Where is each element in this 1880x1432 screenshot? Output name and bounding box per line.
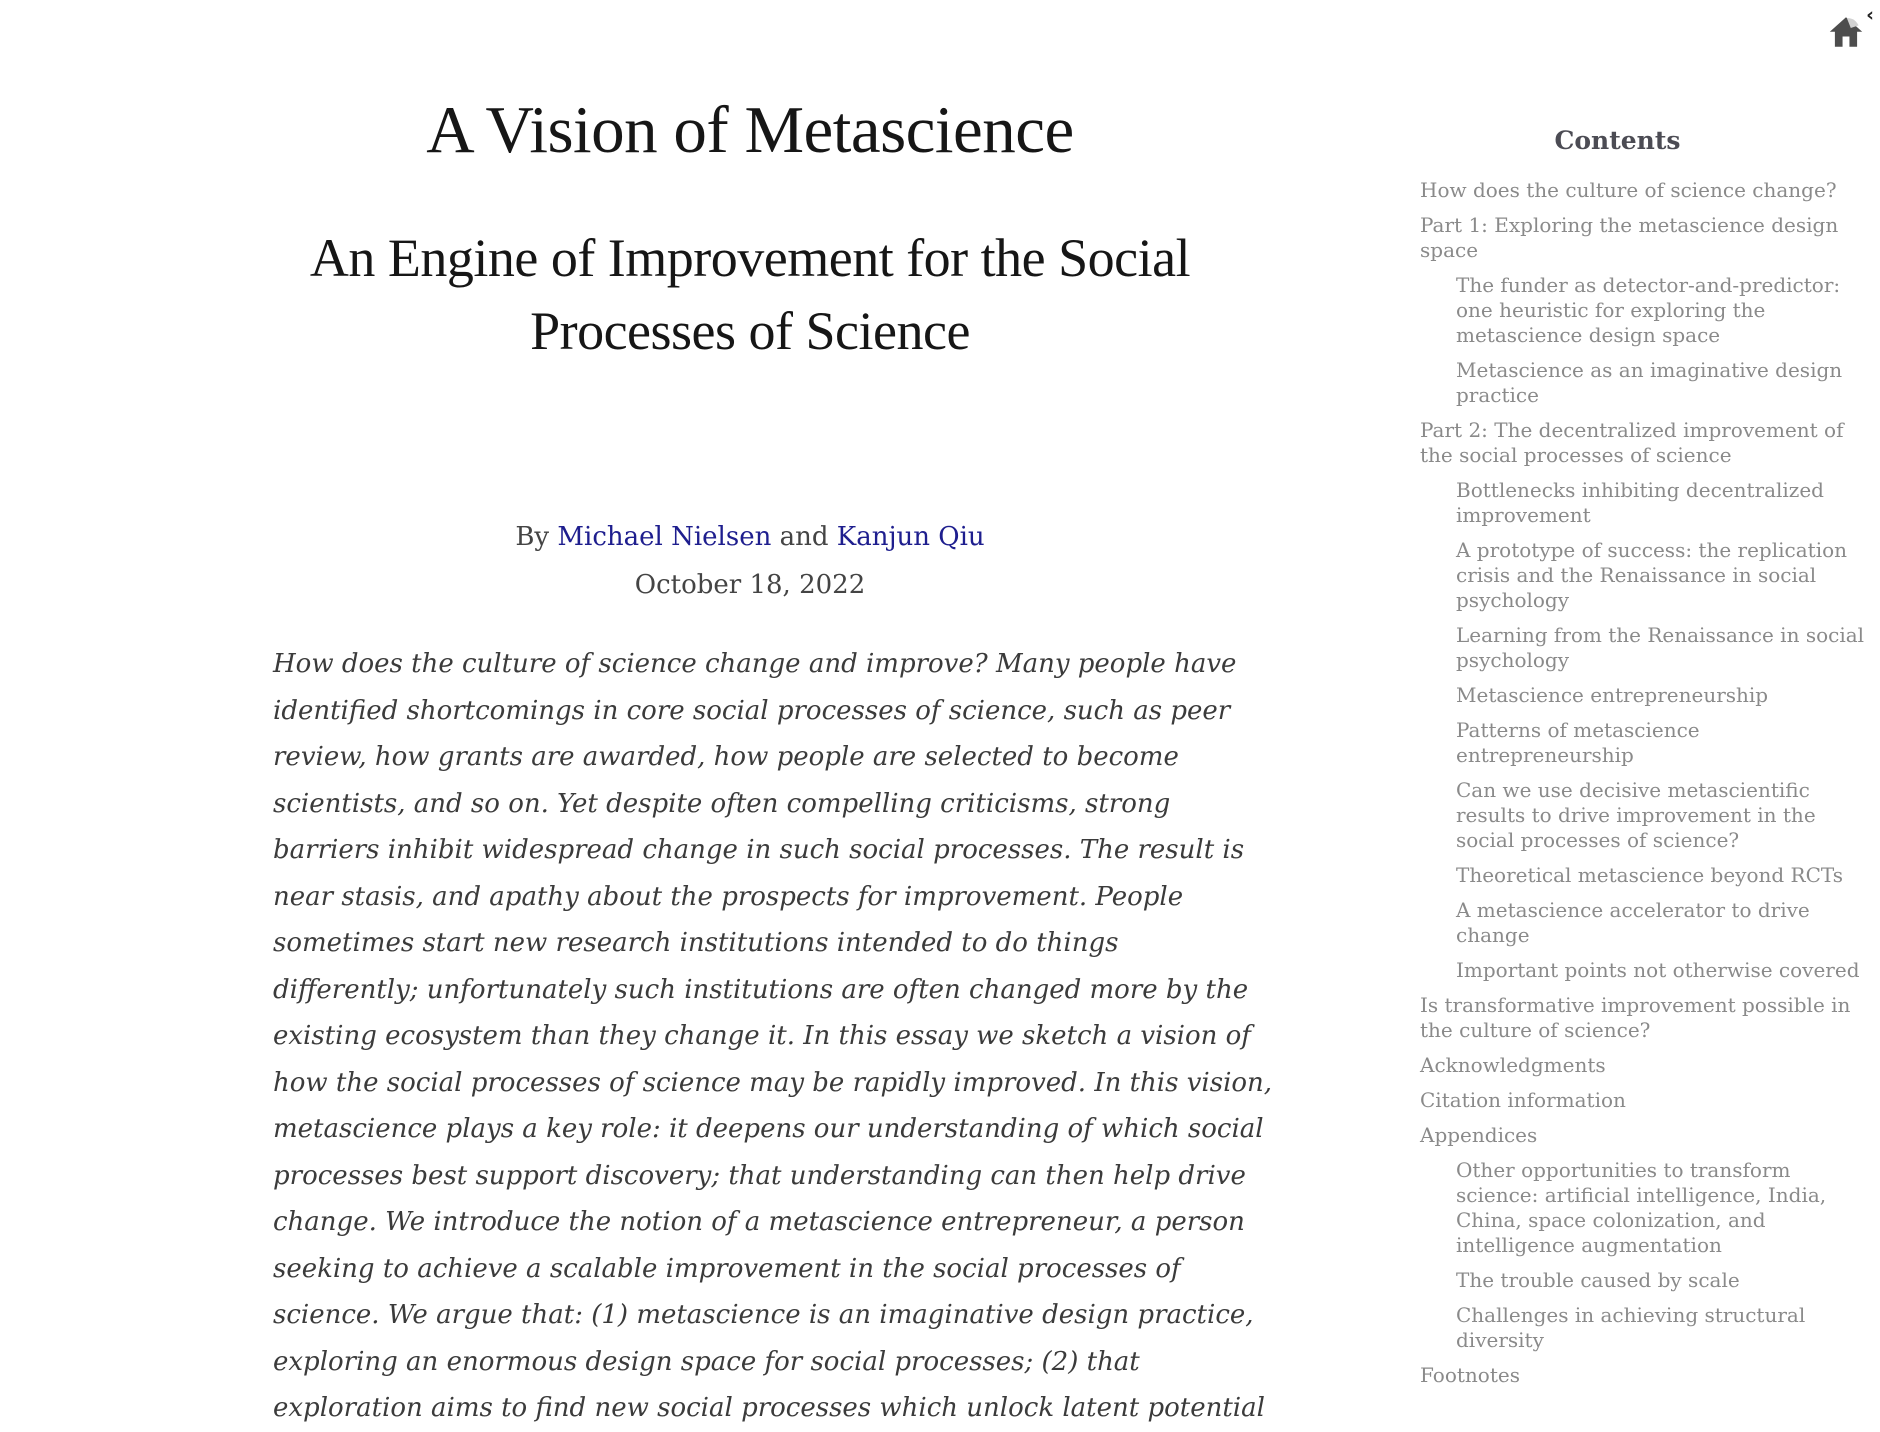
- toc-item[interactable]: The trouble caused by scale: [1456, 1268, 1740, 1292]
- toc-item[interactable]: Learning from the Renaissance in social psychology: [1456, 623, 1865, 672]
- abstract-line: review, how grants are awarded, how people are selected to become: [273, 742, 1179, 772]
- abstract-line: seeking to achieve a scalable improvement in the social processes of: [273, 1253, 1181, 1284]
- toc-item[interactable]: Bottlenecks inhibiting decentralized improvement: [1456, 478, 1824, 527]
- toc-item[interactable]: A prototype of success: the replication crisis and the Renaissance in social psychology: [1456, 538, 1848, 612]
- chevron-left-icon: ‹: [1866, 4, 1874, 26]
- page-subtitle-line: Processes of Science: [530, 301, 970, 361]
- toc-item[interactable]: Citation information: [1420, 1088, 1626, 1112]
- page-subtitle-line: An Engine of Improvement for the Social: [309, 228, 1191, 288]
- article: [265, 0, 1273, 1423]
- abstract-line: exploration aims to find new social processes which unlock latent potential: [273, 1393, 1265, 1423]
- toc-item[interactable]: The funder as detector-and-predictor: one heuristic for exploring the metascience design space: [1456, 273, 1841, 347]
- toc-item[interactable]: Part 1: Exploring the metascience design space: [1420, 213, 1839, 262]
- page-title: A Vision of Metascience: [426, 93, 1074, 167]
- abstract-line: sometimes start new research institutions intended to do things: [273, 928, 1119, 958]
- byline-connector: and: [779, 522, 829, 552]
- toc-item[interactable]: Other opportunities to transform science: artificial intelligence, India, China, space colonization, and intelligence augmentation: [1456, 1158, 1827, 1257]
- toc-item[interactable]: Can we use decisive metascientific results to drive improvement in the social processes of science?: [1456, 778, 1816, 852]
- author-link-kanjun-qiu[interactable]: Kanjun Qiu: [836, 522, 985, 552]
- page-subtitle: [250, 222, 1250, 368]
- abstract-line: metascience plays a key role: it deepens our understanding of which social: [273, 1114, 1264, 1144]
- abstract-line: scientists, and so on. Yet despite often compelling criticisms, strong: [273, 788, 1171, 819]
- toc-item[interactable]: Part 2: The decentralized improvement of the social processes of science: [1420, 418, 1844, 467]
- toc-item[interactable]: A metascience accelerator to drive change: [1456, 898, 1810, 947]
- toc-item[interactable]: Challenges in achieving structural diversity: [1456, 1303, 1806, 1352]
- abstract-line: existing ecosystem than they change it. In this essay we sketch a vision of: [273, 1021, 1251, 1051]
- toc-item[interactable]: Important points not otherwise covered: [1456, 958, 1860, 982]
- toc-item[interactable]: Is transformative improvement possible in the culture of science?: [1420, 993, 1851, 1042]
- toc-item[interactable]: Metascience as an imaginative design practice: [1456, 358, 1843, 407]
- toc-item[interactable]: Metascience entrepreneurship: [1456, 683, 1769, 707]
- abstract-line: near stasis, and apathy about the prospects for improvement. People: [273, 881, 1184, 912]
- abstract-line: barriers inhibit widespread change in such social processes. The result is: [273, 835, 1245, 865]
- contents-sidebar: [1420, 0, 1875, 1412]
- toc-list: [1420, 178, 1875, 1398]
- abstract-line: exploring an enormous design space for social processes; (2) that: [273, 1346, 1140, 1377]
- toc-item[interactable]: Theoretical metascience beyond RCTs: [1456, 863, 1844, 887]
- toc-item[interactable]: Appendices: [1420, 1123, 1538, 1147]
- byline-prefix: By: [515, 522, 550, 552]
- abstract-line: identified shortcomings in core social processes of science, such as peer: [273, 695, 1231, 726]
- abstract-line: change. We introduce the notion of a metascience entrepreneur, a person: [273, 1207, 1245, 1237]
- abstract-line: processes best support discovery; that understanding can then help drive: [273, 1160, 1246, 1191]
- publication-date: October 18, 2022: [634, 570, 866, 600]
- toc-item[interactable]: Acknowledgments: [1420, 1053, 1606, 1077]
- abstract: [273, 641, 1273, 1432]
- abstract-line: differently; unfortunately such institutions are often changed more by the: [273, 974, 1249, 1005]
- toc-item[interactable]: Patterns of metascience entrepreneurship: [1456, 718, 1700, 767]
- abstract-line: How does the culture of science change and improve? Many people have: [273, 649, 1237, 679]
- toc-item[interactable]: How does the culture of science change?: [1420, 178, 1837, 202]
- toc-item[interactable]: Footnotes: [1420, 1363, 1520, 1387]
- contents-heading: Contents: [1554, 126, 1681, 155]
- author-link-michael-nielsen[interactable]: Michael Nielsen: [557, 522, 772, 552]
- abstract-line: how the social processes of science may be rapidly improved. In this vision,: [273, 1067, 1273, 1098]
- byline: [265, 522, 1235, 552]
- abstract-line: science. We argue that: (1) metascience is an imaginative design practice,: [273, 1300, 1254, 1330]
